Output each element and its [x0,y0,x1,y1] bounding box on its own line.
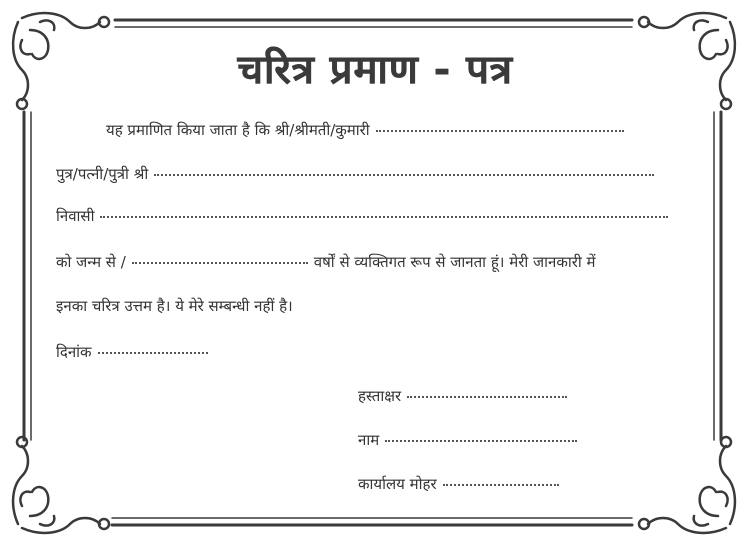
corner-flourish-top-left [13,13,109,109]
acquaintance-prefix: को जन्म से / [56,253,126,271]
signature-line [358,386,567,406]
date-label: दिनांक [56,343,92,361]
corner-flourish-bottom-right [639,437,735,533]
corner-flourish-bottom-left [13,437,109,533]
office-seal-line [358,474,559,494]
date-blank [98,351,208,354]
relation-blank [154,173,654,176]
acquaintance-suffix: वर्षों से व्यक्तिगत रूप से जानता हूं। मेरी जानकारी में [313,253,596,271]
name-blank-bottom [385,439,577,442]
signature-blank [407,395,567,398]
signature-label: हस्ताक्षर [358,387,402,405]
corner-flourish-top-right [639,13,735,109]
resident-line [56,206,668,226]
name-label: नाम [358,431,380,449]
certify-line [106,120,624,140]
years-blank [132,261,308,264]
character-line [56,296,293,316]
date-line [56,342,208,362]
name-blank [376,129,624,132]
office-seal-label: कार्यालय मोहर [358,475,437,493]
resident-text: निवासी [56,207,95,225]
acquaintance-line [56,252,596,272]
character-text: इनका चरित्र उत्तम है। ये मेरे सम्बन्धी नहीं है। [56,297,293,315]
address-blank [100,215,668,218]
certificate-title: चरित्र प्रमाण - पत्र [237,47,513,93]
certify-text: यह प्रमाणित किया जाता है कि श्री/श्रीमती/कुमारी [106,121,370,139]
relation-line [56,164,654,184]
relation-text: पुत्र/पत्नी/पुत्री श्री [56,165,149,183]
office-seal-blank [443,483,559,486]
name-line [358,430,577,450]
